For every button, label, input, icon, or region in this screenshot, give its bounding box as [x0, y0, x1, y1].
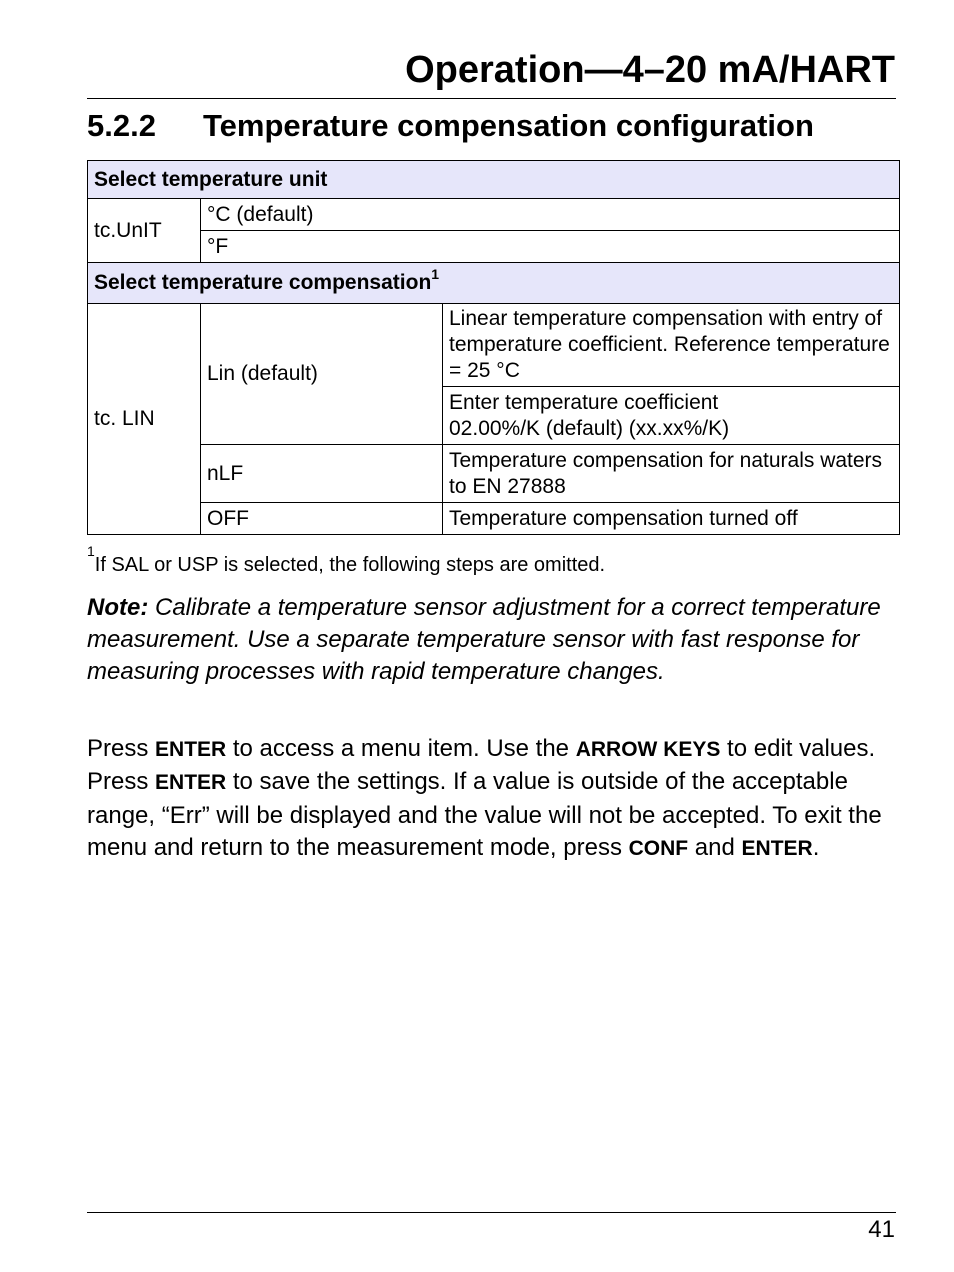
footnote-number: 1	[87, 543, 95, 559]
desc-off: Temperature compensation turned off	[443, 503, 900, 535]
option-lin: Lin (default)	[201, 304, 443, 445]
section-heading	[87, 106, 814, 146]
key-arrow-keys: ARROW KEYS	[575, 738, 721, 761]
section-number: 5.2.2	[87, 108, 156, 143]
key-enter: ENTER	[155, 738, 227, 761]
table-row	[88, 503, 900, 535]
param-tc-unit: tc.UnIT	[88, 199, 201, 263]
section-title: Temperature compensation configuration	[203, 108, 814, 143]
instructions-text: .	[812, 834, 820, 862]
table-row	[88, 304, 900, 387]
footnote-mark: 1	[431, 266, 440, 282]
desc-lin-coefficient-line2: 02.00%/K (default) (xx.xx%/K)	[449, 416, 730, 440]
option-celsius: °C (default)	[201, 199, 900, 231]
instructions-text: to edit values. Press	[87, 735, 876, 796]
table-header-compensation	[88, 263, 900, 304]
instructions-text: to access a menu item. Use the	[226, 735, 576, 762]
table-row	[88, 231, 900, 263]
desc-nlf: Temperature compensation for naturals waters to EN 27888	[443, 445, 900, 503]
footnote-text: If SAL or USP is selected, the following steps are omitted.	[94, 554, 606, 576]
header-compensation-label: Select temperature compensation	[94, 271, 432, 294]
table-header-unit: Select temperature unit	[88, 161, 900, 199]
table-row	[88, 199, 900, 231]
desc-lin-linear: Linear temperature compensation with entry of temperature coefficient. Reference temperature = 25 °C	[443, 304, 900, 387]
table-row	[88, 445, 900, 503]
key-conf: CONF	[628, 837, 689, 861]
table-header-row	[88, 161, 900, 199]
table-footnote	[87, 543, 606, 578]
footer-rule	[87, 1212, 896, 1213]
instructions-paragraph	[87, 733, 899, 866]
instructions-text: Press	[87, 735, 156, 762]
option-off: OFF	[201, 503, 443, 535]
key-enter: ENTER	[155, 771, 227, 795]
note-paragraph	[87, 592, 887, 688]
option-fahrenheit: °F	[201, 231, 900, 263]
temperature-config-table	[87, 160, 900, 535]
option-nlf: nLF	[201, 445, 443, 503]
param-tc-lin: tc. LIN	[88, 304, 201, 535]
table-header-row	[88, 263, 900, 304]
instructions-text: to save the settings. If a value is outside of the acceptable range, “Err” will be displayed and the value will not be accepted. To exit the menu and return to the measurement mode, press	[87, 768, 882, 862]
chapter-title: Operation—4–20 mA/HART	[405, 49, 895, 91]
desc-lin-coefficient-line1: Enter temperature coefficient	[449, 390, 719, 414]
note-text: Calibrate a temperature sensor adjustment for a correct temperature measurement. Use a separate temperature sensor with fast response for measuring processes with rapid temperature changes.	[87, 594, 881, 685]
key-enter: ENTER	[741, 837, 813, 861]
note-label: Note:	[87, 594, 149, 621]
page-number: 41	[868, 1216, 895, 1243]
chapter-title-rule	[87, 98, 896, 99]
desc-lin-coefficient	[443, 387, 900, 445]
instructions-text: and	[688, 834, 742, 862]
